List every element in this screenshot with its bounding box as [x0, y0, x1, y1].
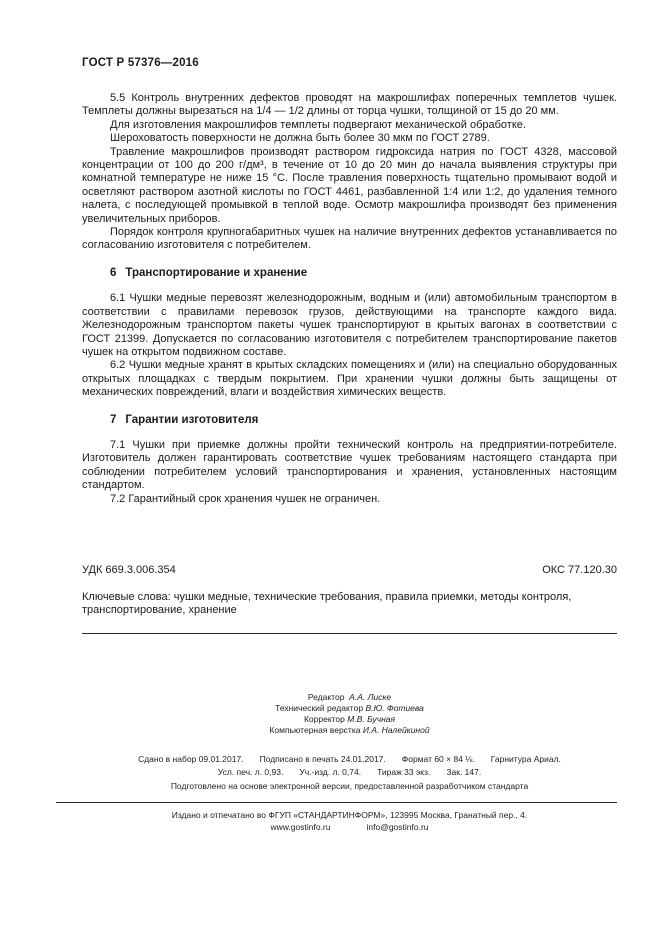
divider-bottom	[56, 802, 617, 803]
paragraph-templety: Для изготовления макрошлифов темплеты подвергают механической обработке.	[110, 118, 526, 131]
print-sheets-cond: Усл. печ. л. 0,93.	[217, 767, 284, 778]
paragraph-7-1: 7.1 Чушки при приемке должны пройти технический контроль на предприятии-потребителе. Изготовитель должен гарантировать соответствие чушек требованиям настоящего стандарта при соблюдении потребителем условий транспортирования и хранения, установленных настоящим стандартом.	[82, 438, 617, 492]
section-7-title: Гарантии изготовителя	[125, 413, 259, 426]
staff-name: И.А. Налейкиной	[362, 724, 430, 735]
staff-name: А.А. Лиске	[349, 691, 392, 702]
paragraph-7-2: 7.2 Гарантийный срок хранения чушек не ограничен.	[110, 492, 381, 505]
staff-name: В.Ю. Фотиева	[365, 702, 424, 713]
staff-row-corrector	[82, 714, 617, 725]
publisher-address: Издано и отпечатано во ФГУП «СТАНДАРТИНФОРМ», 123995 Москва, Гранатный пер., 4.	[171, 810, 528, 821]
print-typeface: Гарнитура Ариал.	[490, 753, 561, 764]
section-7-heading	[110, 414, 617, 427]
paragraph-sherohovatost: Шероховатость поверхности не должна быть более 30 мкм по ГОСТ 2789.	[110, 132, 490, 145]
print-copies: Тираж 33 экз.	[377, 767, 431, 778]
section-6-number: 6	[110, 266, 117, 279]
staff-row-layout	[82, 725, 617, 736]
staff-role: Компьютерная верстка	[269, 724, 361, 735]
print-source-note: Подготовлено на основе электронной версии, предоставленной разработчиком стандарта	[170, 780, 529, 791]
staff-role: Технический редактор	[275, 702, 364, 713]
print-date-signed: Подписано в печать 24.01.2017.	[259, 753, 386, 764]
staff-role: Корректор	[303, 713, 345, 724]
paragraph-poryadok-kontrolya: Порядок контроля крупногабаритных чушек на наличие внутренних дефектов устанавливается по согласованию изготовителя с потребителем.	[82, 226, 617, 252]
publisher-block	[82, 810, 617, 833]
publisher-website: www.gostinfo.ru	[270, 821, 331, 832]
staff-name: М.В. Бучная	[347, 713, 396, 724]
document-body	[82, 92, 617, 506]
print-order: Зак. 147.	[446, 767, 482, 778]
paragraph-6-1: 6.1 Чушки медные перевозят железнодорожным, водным и (или) автомобильным транспортом в соответствии с правилами перевозок грузов, действующими на транспорте каждого вида. Железнодорожным транспортом пакеты чушек транспортируют в крытых вагонах в соответствии с ГОСТ 21399. Допускается по согласованию изготовителя с потребителем транспортирование пакетов чушек на открытом подвижном составе.	[82, 292, 617, 358]
divider-top	[82, 633, 617, 634]
staff-role: Редактор	[307, 691, 345, 702]
colophon	[82, 692, 617, 794]
udk-code: УДК 669.3.006.354	[82, 563, 176, 576]
print-info-line-2	[82, 766, 617, 780]
staff-row-tech-editor	[82, 703, 617, 714]
paragraph-travlenie: Травление макрошлифов производят раствором гидроксида натрия по ГОСТ 4328, массовой концентрации от 100 до 200 г/дм³, в течение от 10 до 20 мин до начала выявления структуры при комнатной температуре не ниже 15 °С. После травления поверхность тщательно промывают водой и осветляют раствором азотной кислоты по ГОСТ 4461, разбавленной 1:4 или 1:2, до удаления темного налета, с последующей промывкой в теплой воде. Осмотр макрошлифа производят без применения увеличительных приборов.	[82, 145, 617, 225]
paragraph-6-2: 6.2 Чушки медные хранят в крытых складских помещениях и (или) на специально оборудованных открытых площадках с твердым покрытием. При хранении чушки должны быть защищены от механических повреждений, влаги и воздействия химических веществ.	[82, 359, 617, 399]
staff-list	[82, 692, 617, 736]
section-7-number: 7	[110, 413, 117, 426]
section-6-title: Транспортирование и хранение	[125, 266, 308, 279]
staff-row-editor	[82, 692, 617, 703]
publisher-contacts	[82, 822, 617, 834]
keywords-line: Ключевые слова: чушки медные, технические требования, правила приемки, методы контроля, транспортирование, хранение	[82, 590, 572, 617]
paragraph-5-5: 5.5 Контроль внутренних дефектов проводят на макрошлифах поперечных темплетов чушек. Темплеты должны вырезаться на 1/4 — 1/2 длины от торца чушки, толщиной от 15 до 20 мм.	[82, 92, 617, 118]
print-info	[82, 753, 617, 794]
print-date-typeset: Сдано в набор 09.01.2017.	[138, 753, 244, 764]
print-info-line-1	[82, 753, 617, 767]
oks-code: ОКС 77.120.30	[542, 563, 617, 576]
publisher-email: info@gostinfo.ru	[366, 821, 429, 832]
print-sheets-pub: Уч.-изд. л. 0,74.	[299, 767, 362, 778]
doc-code: ГОСТ Р 57376—2016	[82, 57, 199, 69]
print-info-line-3	[82, 780, 617, 794]
classification-codes-row	[82, 564, 617, 576]
print-format: Формат 60 × 84 ⅛.	[401, 753, 475, 764]
section-6-heading	[110, 267, 617, 280]
